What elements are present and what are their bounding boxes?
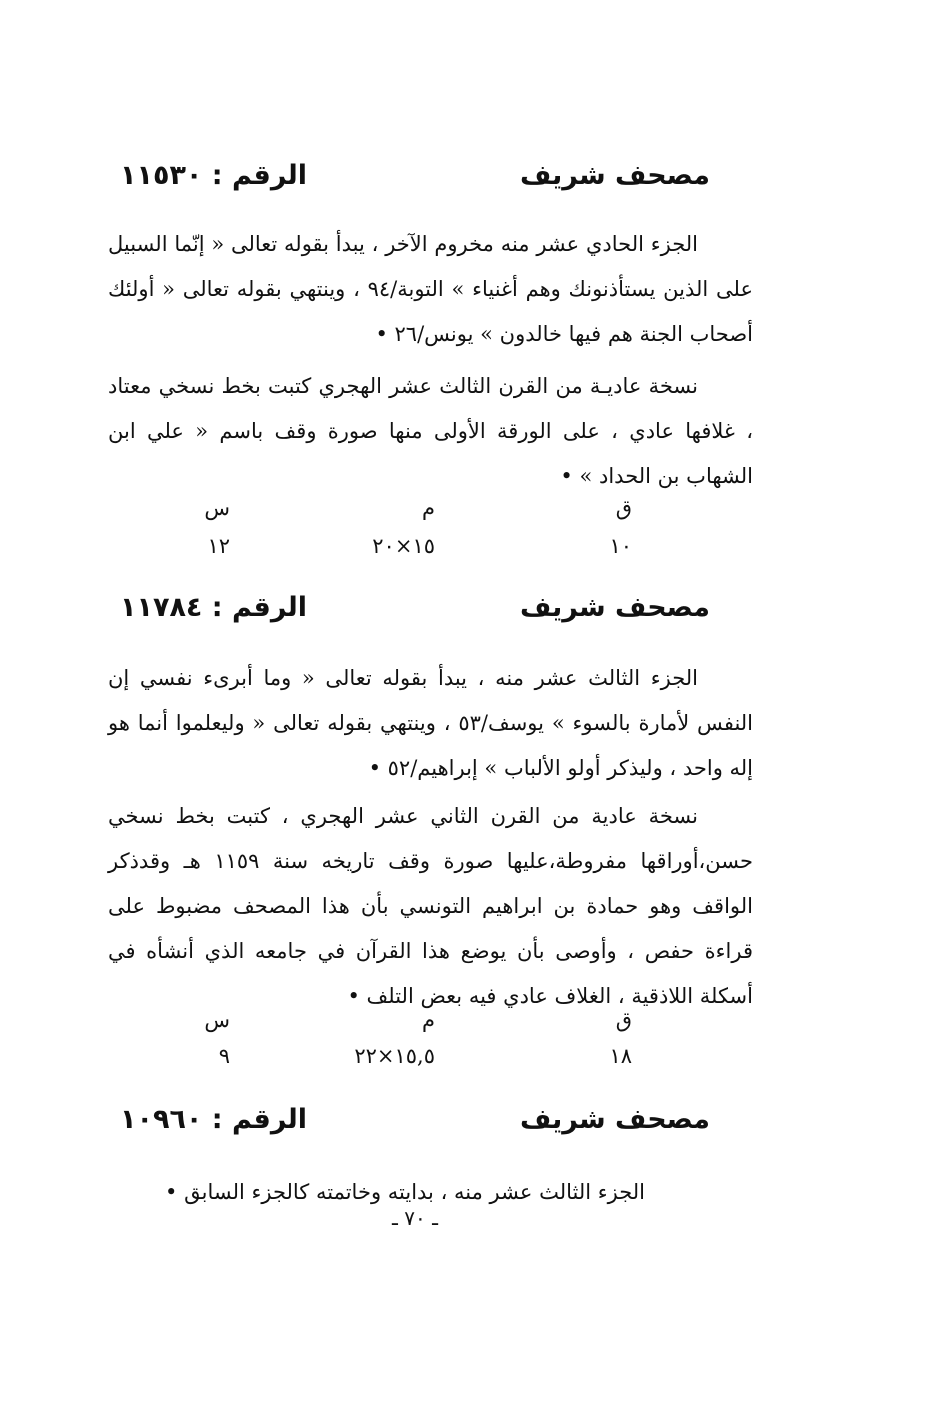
entry-1-description: الجزء الحادي عشر منه مخروم الآخر ، يبدأ بقوله تعالى « إنّما السبيل على الذين يستأذنونك وهم أغنياء » التوبة/٩٤ ، وينتهي بقوله تعالى « أولئك أصحاب الجنة هم فيها خالدون » يونس/٢٦ •: [108, 232, 753, 346]
entry-1-title: مصحف شريف: [520, 160, 710, 191]
entry-1-value-s: ١٢: [207, 534, 230, 558]
entry-2-number: الرقم : ١١٧٨٤: [120, 592, 308, 623]
entry-3-title: مصحف شريف: [520, 1104, 710, 1135]
entry-2-header: [120, 592, 710, 642]
entry-2-label-s: س: [204, 1008, 230, 1032]
entry-1-details: نسخة عاديـة من القرن الثالث عشر الهجري كتبت بخط نسخي معتاد ، غلافها عادي ، على الورقة الأولى منها صورة وقف باسم « علي ابن الشهاب بن الحداد » •: [108, 374, 753, 488]
entry-3-header: [120, 1104, 710, 1154]
entry-1-number: الرقم : ١١٥٣٠: [120, 160, 308, 191]
entry-2-label-q: ق: [615, 1008, 632, 1032]
entry-1-label-q: ق: [615, 496, 632, 520]
entry-3-description: الجزء الثالث عشر منه ، بدايته وخاتمته كالجزء السابق •: [165, 1180, 645, 1204]
entry-1-measure-values: [160, 534, 680, 570]
entry-1-header: [120, 160, 710, 210]
entry-1-label-m: م: [421, 496, 435, 520]
entry-3-number: الرقم : ١٠٩٦٠: [120, 1104, 308, 1135]
entry-2-value-s: ٩: [218, 1044, 230, 1068]
entry-2-measure-values: [160, 1044, 680, 1080]
entry-2-value-q: ١٨: [609, 1044, 632, 1068]
entry-2-details: نسخة عادية من القرن الثاني عشر الهجري ، كتبت بخط نسخي حسن،أوراقها مفروطة،عليها صورة وقف تاريخه سنة ١١٥٩ هـ وقدذكر الواقف وهو حمادة بن ابراهيم التونسي بأن هذا المصحف مضبوط على قراءة حفص ، وأوصى بأن يوضع هذا القرآن في جامعه الذي أنشأه في أسكلة اللاذقية ، الغلاف عادي فيه بعض التلف •: [108, 804, 754, 1008]
entry-2-value-m: ١٥,٥×٢٢: [354, 1044, 435, 1068]
page-number: ـ ٧٠ ـ: [392, 1206, 438, 1230]
entry-2-label-m: م: [421, 1008, 435, 1032]
entry-1-label-s: س: [204, 496, 230, 520]
entry-2-measure-labels: [160, 1008, 680, 1044]
entry-1-measure-labels: [160, 496, 680, 532]
entry-2-title: مصحف شريف: [520, 592, 710, 623]
entry-2-description: الجزء الثالث عشر منه ، يبدأ بقوله تعالى « وما أبرىء نفسي إن النفس لأمارة بالسوء » يوسف/٥٣ ، وينتهي بقوله تعالى « وليعلموا أنما هو إله واحد ، وليذكر أولو الألباب » إبراهيم/٥٢ •: [108, 666, 754, 780]
entry-1-value-q: ١٠: [609, 534, 632, 558]
entry-1-value-m: ١٥×٢٠: [372, 534, 435, 558]
